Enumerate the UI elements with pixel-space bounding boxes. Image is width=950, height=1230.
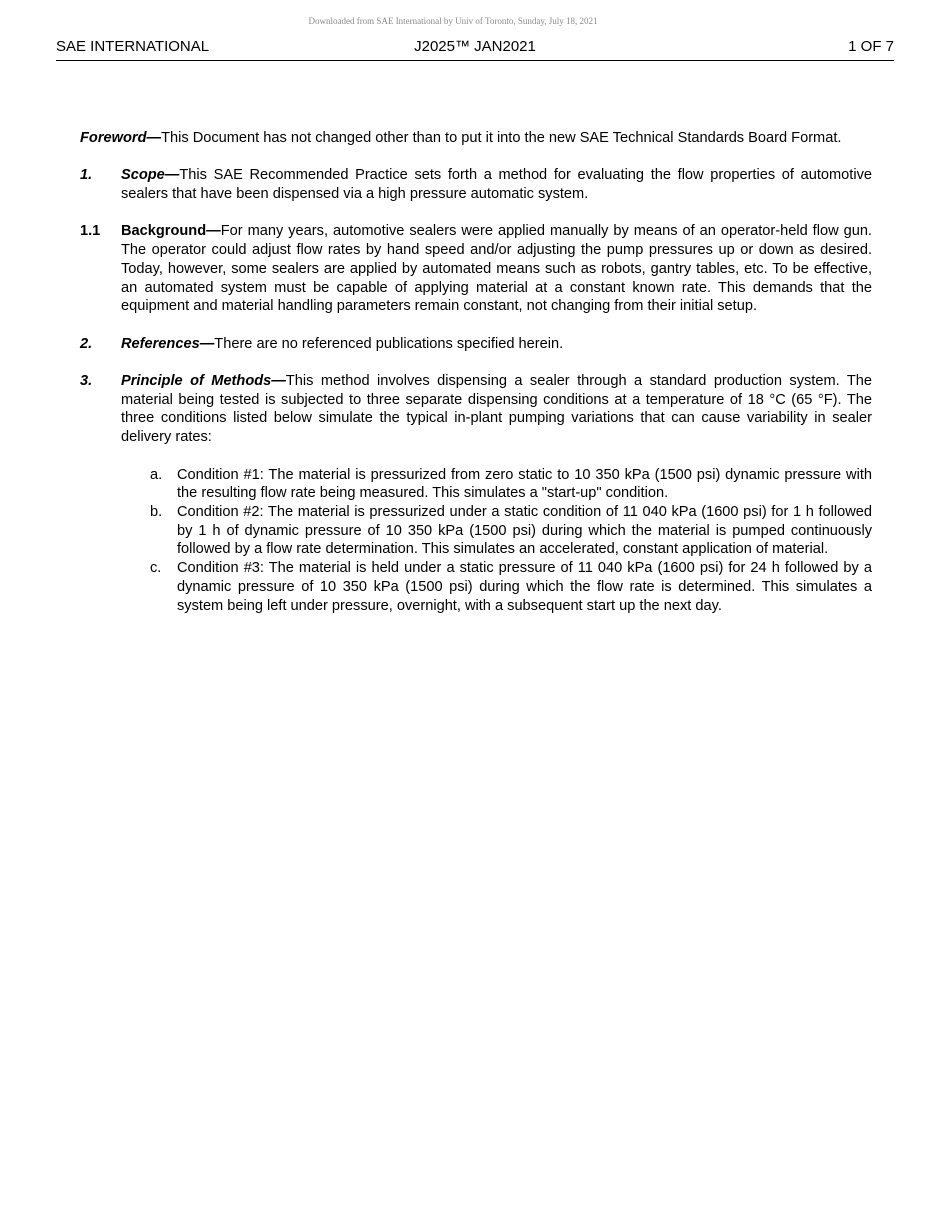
- foreword-text: This Document has not changed other than to put it into the new SAE Technical Standards Board Format.: [161, 130, 842, 146]
- section-number: 3.: [80, 373, 93, 390]
- section-heading: Principle of Methods—: [121, 373, 286, 390]
- header-publisher: SAE INTERNATIONAL: [56, 38, 210, 55]
- list-item-text: Condition #3: The material is held under a static pressure of 11 040 kPa (1600 psi) for 24 h followed by a dynamic pressure of 10 350 kPa (1500 psi) during which the flow rate is determined. This simulates a system being left under pressure, overnight, with a subsequent start up the next day.: [177, 560, 872, 614]
- section-background: [80, 222, 872, 316]
- section-text: This SAE Recommended Practice sets forth a method for evaluating the flow properties of automotive sealers that have been dispensed via a high pressure automatic system.: [121, 167, 872, 203]
- download-watermark: Downloaded from SAE International by Univ of Toronto, Sunday, July 18, 2021: [308, 16, 598, 26]
- page-header: [56, 38, 894, 61]
- document-body: [80, 129, 872, 615]
- section-heading: Background—: [121, 223, 221, 240]
- header-page-number: 1 OF 7: [848, 38, 894, 55]
- list-item-text: Condition #1: The material is pressurized from zero static to 10 350 kPa (1500 psi) dynamic pressure with the resulting flow rate being measured. This simulates a "start-up" condition.: [177, 466, 872, 502]
- section-principle-of-methods: [80, 372, 872, 447]
- section-text: For many years, automotive sealers were applied manually by means of an operator-held flow gun. The operator could adjust flow rates by hand speed and/or adjusting the pump pressures up or down as desired. Today, however, some sealers are applied by automated means such as robots, gantry tables, etc. To be effective, an automated system must be capable of applying material at a constant known rate. This demands that the equipment and material handling parameters remain constant, not changing from their initial setup.: [121, 223, 872, 315]
- header-document-id: J2025™ JAN2021: [414, 38, 536, 55]
- foreword-heading: Foreword—: [80, 130, 162, 146]
- section-text: There are no referenced publications specified herein.: [214, 335, 564, 352]
- list-item: [80, 559, 872, 615]
- list-item: [80, 503, 872, 559]
- foreword-paragraph: [80, 129, 872, 148]
- section-number: 1.1: [80, 223, 101, 240]
- section-number: 1.: [80, 167, 93, 184]
- section-heading: References—: [121, 335, 215, 352]
- list-item-letter: a.: [150, 466, 163, 483]
- list-item-text: Condition #2: The material is pressurized under a static condition of 11 040 kPa (1600 psi) for 1 h followed by 1 h of dynamic pressure of 10 350 kPa (1500 psi) during which the material is pumped continuously followed by a flow rate determination. This simulates an accelerated, constant application of material.: [177, 503, 872, 558]
- list-item: [80, 466, 872, 503]
- section-heading: Scope—: [121, 167, 180, 184]
- section-number: 2.: [80, 335, 93, 352]
- section-text: This method involves dispensing a sealer through a standard production system. The material being tested is subjected to three separate dispensing conditions at a temperature of 18 °C (65 °F). The three conditions listed below simulate the typical in-plant pumping variations that can cause variability in sealer delivery rates:: [121, 373, 872, 446]
- list-item-letter: c.: [150, 560, 162, 577]
- section-scope: [80, 166, 872, 203]
- section-references: [80, 335, 872, 354]
- list-item-letter: b.: [150, 503, 163, 520]
- conditions-list: [80, 466, 872, 616]
